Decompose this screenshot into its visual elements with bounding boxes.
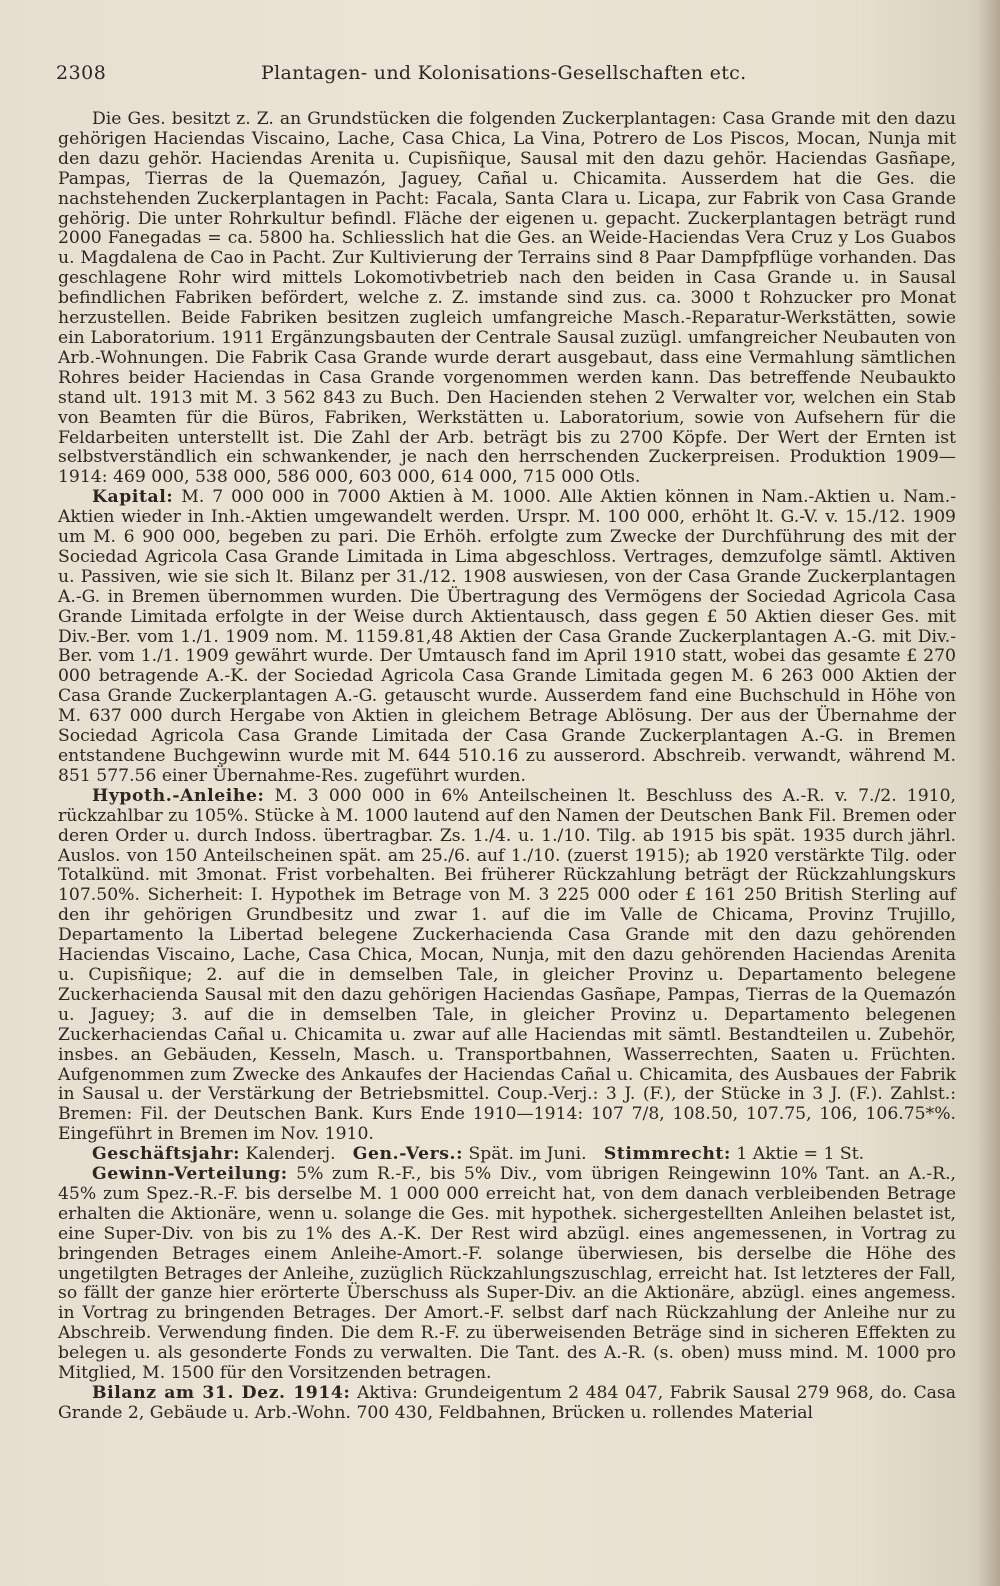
hypoth-text: M. 3 000 000 in 6% Anteilscheinen lt. Beschluss des A.-R. v. 7./2. 1910, rückzahlbar zu 105%. Stücke à M. 1000 lautend auf den Namen der Deutschen Bank Fil. Bremen oder deren Order u. durch Indoss. übertragbar. Zs. 1./4. u. 1./10. Tilg. ab 1915 bis spät. 1935 durch jährl. Auslos. von 150 Anteilscheinen spät. am 25./6. auf 1./10. (zuerst 1915); ab 1920 verstärkte Tilg. oder Totalkünd. mit 3monat. Frist vorbehalten. Bei früherer Rückzahlung beträgt der Rückzahlungskurs 107.50%. Sicherheit: I. Hypothek im Betrage von M. 3 225 000 oder £ 161 250 British Sterling auf den ihr gehörigen Grundbesitz und zwar 1. auf die im Valle de Chicama, Provinz Trujillo, Departamento la Libertad belegene Zuckerhacienda Casa Grande mit den dazu gehörenden Haciendas Viscaino, Lache, Casa Chica, Mocan, Nunja, mit den dazu gehörenden Haciendas Arenita u. Cupisñique; 2. auf die in demselben Tale, in gleicher Provinz u. Departamento belegene Zuckerhacienda Sausal mit den dazu gehörigen Haciendas Gasñape, Pampas, Tierras de la Quemazón u. Jaguey; 3. auf die in demselben Tale, in gleicher Provinz u. Departamento belegenen Zuckerhaciendas Cañal u. Chicamita u. zwar auf alle Haciendas mit sämtl. Bestandteilen u. Zubehör, insbes. an Gebäuden, Kesseln, Masch. u. Transportbahnen, Wasserrechten, Saaten u. Früchten. Aufgenommen zum Zwecke des Ankaufes der Haciendas Cañal u. Chicamita, des Ausbaues der Fabrik in Sausal u. der Verstärkung der Betriebsmittel. Coup.-Verj.: 3 J. (F.), der Stücke in 3 J. (F.). Zahlst.: Bremen: Fil. der Deutschen Bank. Kurs Ende 1910—1914: 107 7/8, 108.50, 107.75, 106, 106.75*%. Eingeführt in Bremen im Nov. 1910. [58,785,956,1145]
kapital-text: M. 7 000 000 in 7000 Aktien à M. 1000. Alle Aktien können in Nam.-Aktien u. Nam.-Aktien wieder in Inh.-Aktien umgewandelt werden. Urspr. M. 100 000, erhöht lt. G.-V. v. 15./12. 1909 um M. 6 900 000, begeben zu pari. Die Erhöh. erfolgte zum Zwecke der Durchführung des mit der Sociedad Agricola Casa Grande Limitada in Lima abgeschloss. Vertrages, demzufolge sämtl. Aktiven u. Passiven, wie sie sich lt. Bilanz per 31./12. 1908 auswiesen, von der Casa Grande Zuckerplantagen A.-G. in Bremen übernommen wurden. Die Übertragung des Vermögens der Sociedad Agricola Casa Grande Limitada erfolgte in der Weise durch Aktientausch, dass gegen £ 50 Aktien dieser Ges. mit Div.-Ber. vom 1./1. 1909 nom. M. 1159.81,48 Aktien der Casa Grande Zuckerplantagen A.-G. mit Div.-Ber. vom 1./1. 1909 gewährt wurde. Der Umtausch fand im April 1910 statt, wobei das gesamte £ 270 000 betragende A.-K. der Sociedad Agricola Casa Grande Limitada gegen M. 6 263 000 Aktien der Casa Grande Zuckerplantagen A.-G. getauscht wurde. Ausserdem fand eine Buchschuld in Höhe von M. 637 000 durch Hergabe von Aktien in gleichem Betrage Ablösung. Der aus der Übernahme der Sociedad Agricola Casa Grande Limitada der Casa Grande Zuckerplantagen A.-G. in Bremen entstandene Buchgewinn wurde mit M. 644 510.16 zu ausserord. Abschreib. verwandt, während M. 851 577.56 einer Übernahme-Res. zugeführt wurden. [58,487,956,786]
page-header [56,62,956,92]
page-number: 2308 [56,62,107,84]
running-title: Plantagen- und Kolonisations-Gesellschaften etc. [261,62,747,84]
gewinn-text: 5% zum R.-F., bis 5% Div., vom übrigen Reingewinn 10% Tant. an A.-R., 45% zum Spez.-R.-F. bis derselbe M. 1 000 000 erreicht hat, von dem danach verbleibenden Betrage erhalten die Aktionäre, wenn u. solange die Ges. mit hypothek. sichergestellten Anleihen belastet ist, eine Super-Div. von bis zu 1% des A.-K. Der Rest wird abzügl. eines angemessenen, in Vortrag zu bringenden Betrages einem Anleihe-Amort.-F. solange überwiesen, bis derselbe die Höhe des ungetilgten Betrages der Anleihe, zuzüglich Rückzahlungszuschlag, erreicht hat. Ist letzteres der Fall, so fällt der ganze hier erörterte Überschuss als Super-Div. an die Aktionäre, abzügl. eines angemess. in Vortrag zu bringenden Betrages. Der Amort.-F. selbst darf nach Rückzahlung der Anleihe nur zu Abschreib. Verwendung finden. Die dem R.-F. zu überweisenden Beträge sind in sicheren Effekten zu belegen u. als gesonderte Fonds zu verwalten. Die Tant. des A.-R. (s. oben) muss mind. M. 1000 pro Mitglied, M. 1500 für den Vorsitzenden betragen. [58,1164,956,1384]
paragraph-gewinn-verteilung [58,1165,956,1384]
bilanz-label: Bilanz am 31. Dez. 1914: [92,1383,351,1403]
paragraph-plantations [58,110,956,488]
kapital-label: Kapital: [92,487,174,508]
page-edge-shadow [978,0,1000,1586]
paragraph-hypoth-anleihe [58,787,956,1145]
stimmrecht-label: Stimmrecht: [603,1144,731,1165]
paragraph-kapital [58,488,956,787]
geschaeftsjahr-label: Geschäftsjahr: [92,1144,241,1165]
hypoth-label: Hypoth.-Anleihe: [92,785,265,806]
article-body [58,110,956,1424]
gen-vers-text: Spät. im Juni. [468,1144,587,1165]
paragraph-geschaeftsjahr [58,1145,956,1165]
gen-vers-label: Gen.-Vers.: [352,1144,464,1165]
geschaeftsjahr-text: Kalenderj. [245,1144,336,1165]
intro-text: Die Ges. besitzt z. Z. an Grundstücken die folgenden Zuckerplantagen: Casa Grande mit den dazu gehörigen Haciendas Viscaino, Lache, Casa Chica, La Vina, Potrero de Los Piscos, Mocan, Nunja mit den dazu gehör. Haciendas Arenita u. Cupisñique, Sausal mit den dazu gehör. Haciendas Gasñape, Pampas, Tierras de la Quemazón, Jaguey, Cañal u. Chicamita. Ausserdem hat die Ges. die nachstehenden Zuckerplantagen in Pacht: Facala, Santa Clara u. Licapa, zur Fabrik von Casa Grande gehörig. Die unter Rohrkultur befindl. Fläche der eigenen u. gepacht. Zuckerplantagen beträgt rund 2000 Fanegadas = ca. 5800 ha. Schliesslich hat die Ges. an Weide-Haciendas Vera Cruz y Los Guabos u. Magdalena de Cao in Pacht. Zur Kultivierung der Terrains sind 8 Paar Dampfpflüge vorhanden. Das geschlagene Rohr wird mittels Lokomotivbetrieb nach den beiden in Casa Grande u. in Sausal befindlichen Fabriken befördert, welche z. Z. imstande sind zus. ca. 3000 t Rohzucker pro Monat herzustellen. Beide Fabriken besitzen zugleich umfangreiche Masch.-Reparatur-Werkstätten, sowie ein Laboratorium. 1911 Ergänzungsbauten der Centrale Sausal zuzügl. umfangreicher Neubauten von Arb.-Wohnungen. Die Fabrik Casa Grande wurde derart ausgebaut, dass eine Vermahlung sämtlichen Rohres beider Haciendas in Casa Grande vorgenommen werden kann. Das betreffende Neubaukto stand ult. 1913 mit M. 3 562 843 zu Buch. Den Hacienden stehen 2 Verwalter vor, welchen ein Stab von Beamten für die Büros, Fabriken, Werkstätten u. Laboratorium, sowie von Aufsehern für die Feldarbeiten unterstellt ist. Die Zahl der Arb. beträgt bis zu 2700 Köpfe. Der Wert der Ernten ist selbstverständlich ein schwankender, je nach den herrschenden Zuckerpreisen. Produktion 1909—1914: 469 000, 538 000, 586 000, 603 000, 614 000, 715 000 Otls. [58,109,956,488]
gewinn-label: Gewinn-Verteilung: [92,1164,288,1185]
paragraph-bilanz [58,1384,956,1424]
stimmrecht-text: 1 Aktie = 1 St. [736,1144,865,1165]
bilanz-text: Aktiva: Grundeigentum 2 484 047, Fabrik Sausal 279 968, do. Casa Grande 2, Gebäude u. Arb.-Wohn. 700 430, Feldbahnen, Brücken u. rollendes Material [58,1383,956,1423]
